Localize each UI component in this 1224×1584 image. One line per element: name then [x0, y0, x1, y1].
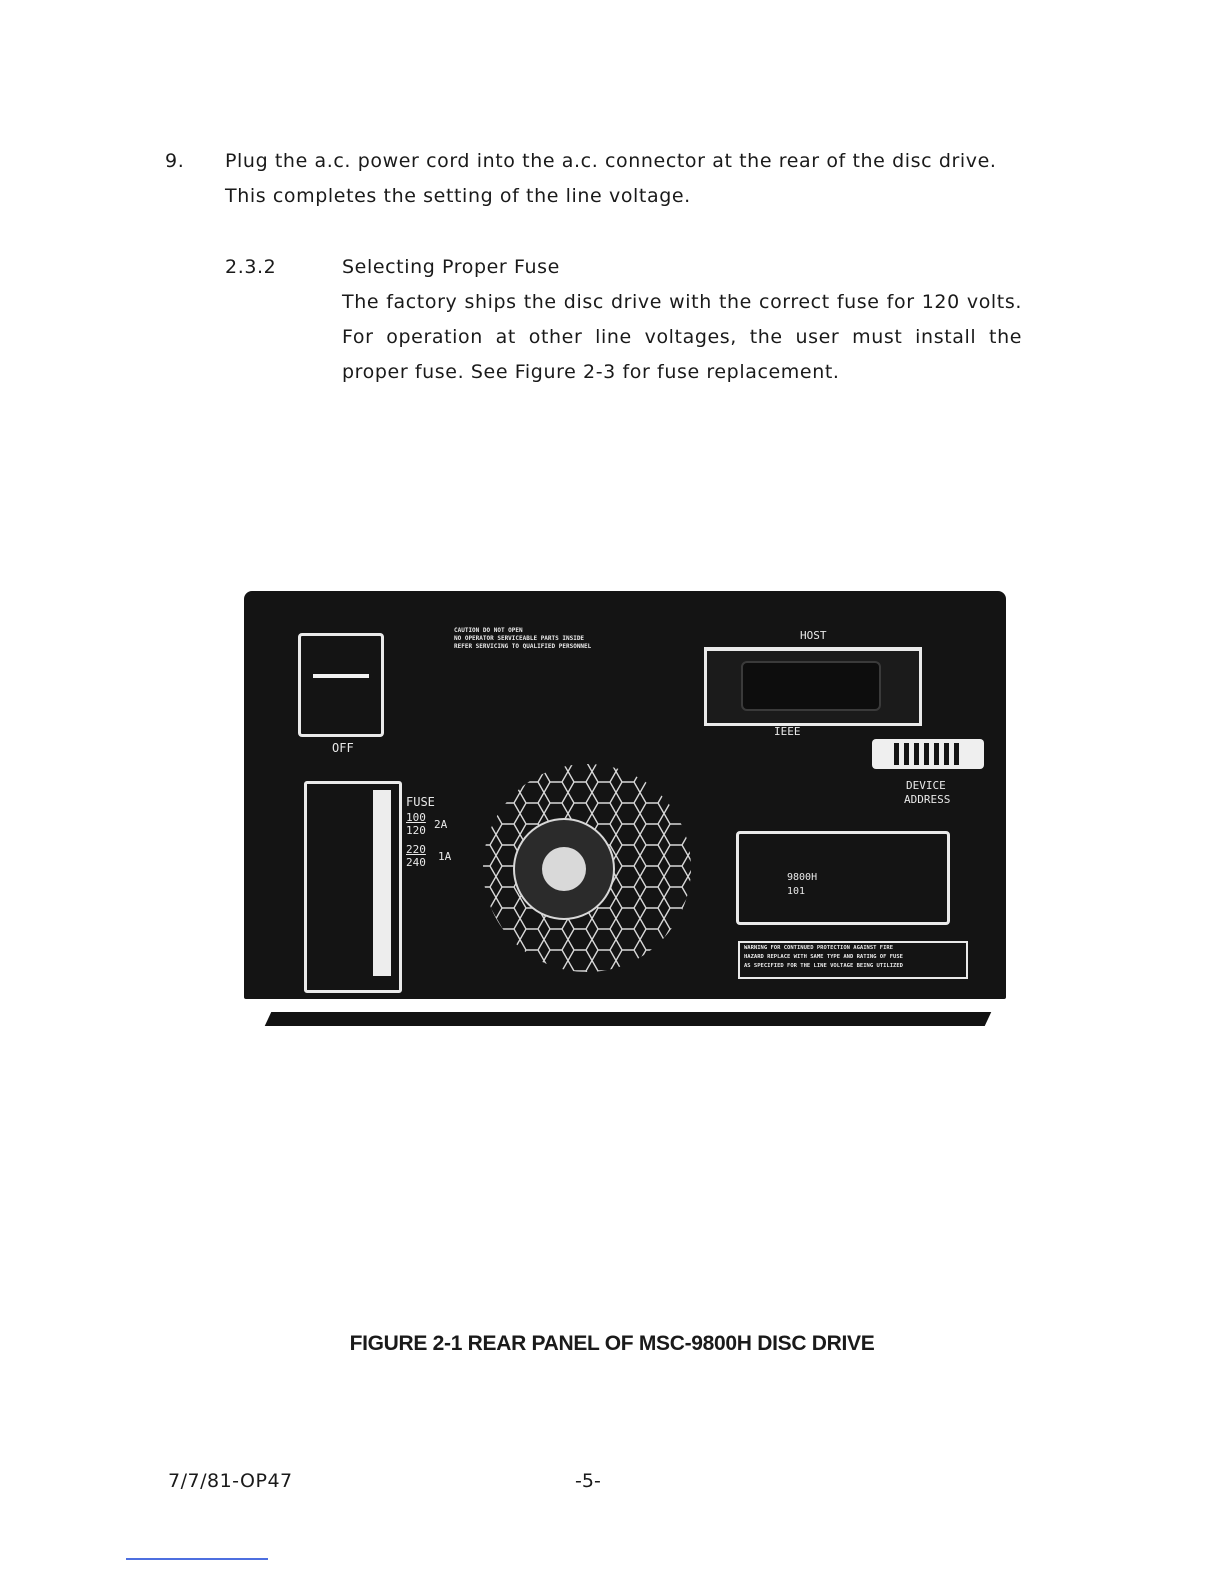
caution-line-3: REFER SERVICING TO QUALIFIED PERSONNEL — [454, 643, 592, 650]
fuse-holder — [304, 781, 402, 993]
model-value: 9800H — [787, 872, 818, 883]
fuse-220-label: 220 — [406, 843, 426, 856]
caution-line-1: CAUTION DO NOT OPEN — [454, 627, 523, 634]
device-label: DEVICE — [906, 779, 946, 792]
address-label: ADDRESS — [904, 793, 951, 806]
device-address-switch — [872, 739, 984, 769]
section-title: Selecting Proper Fuse — [342, 256, 560, 278]
footer-rule — [126, 1558, 268, 1560]
fuse-1a-label: 1A — [438, 850, 452, 863]
id-label-plate — [736, 831, 950, 925]
warning-label — [738, 941, 968, 979]
fuse-label: FUSE — [406, 795, 435, 809]
warning-line-3: AS SPECIFIED FOR THE LINE VOLTAGE BEING UTILIZED — [744, 963, 903, 969]
fan-grille — [472, 761, 702, 975]
ieee-label: IEEE — [774, 725, 801, 738]
warning-line-2: HAZARD REPLACE WITH SAME TYPE AND RATING OF FUSE — [744, 954, 903, 960]
step-text: Plug the a.c. power cord into the a.c. connector at the rear of the disc drive. This completes the setting of the line voltage. — [225, 150, 997, 207]
off-label: OFF — [332, 741, 354, 755]
serial-value: 101 — [787, 886, 806, 897]
caution-line-2: NO OPERATOR SERVICEABLE PARTS INSIDE — [454, 635, 585, 642]
step-number: 9. — [165, 150, 185, 172]
power-switch — [298, 633, 384, 737]
warning-line-1: WARNING FOR CONTINUED PROTECTION AGAINST FIRE — [744, 945, 894, 951]
page-number: -5- — [575, 1470, 601, 1492]
document-id: 7/7/81-OP47 — [168, 1470, 293, 1492]
fuse-100-label: 100 — [406, 811, 426, 824]
fuse-120-label: 120 — [406, 824, 426, 837]
rear-panel-photo — [244, 591, 1006, 999]
panel-base-shadow — [265, 1012, 992, 1026]
figure-caption: FIGURE 2-1 REAR PANEL OF MSC-9800H DISC DRIVE — [349, 1332, 875, 1355]
fuse-240-label: 240 — [406, 856, 426, 869]
ieee-connector — [704, 647, 922, 726]
host-label: HOST — [800, 629, 827, 642]
section-number: 2.3.2 — [225, 256, 277, 278]
fuse-2a-label: 2A — [434, 818, 448, 831]
section-paragraph: The factory ships the disc drive with the correct fuse for 120 volts. For operation at other line voltages, the user must install the proper fuse. See Figure 2-3 for fuse replacement. — [342, 291, 1022, 383]
